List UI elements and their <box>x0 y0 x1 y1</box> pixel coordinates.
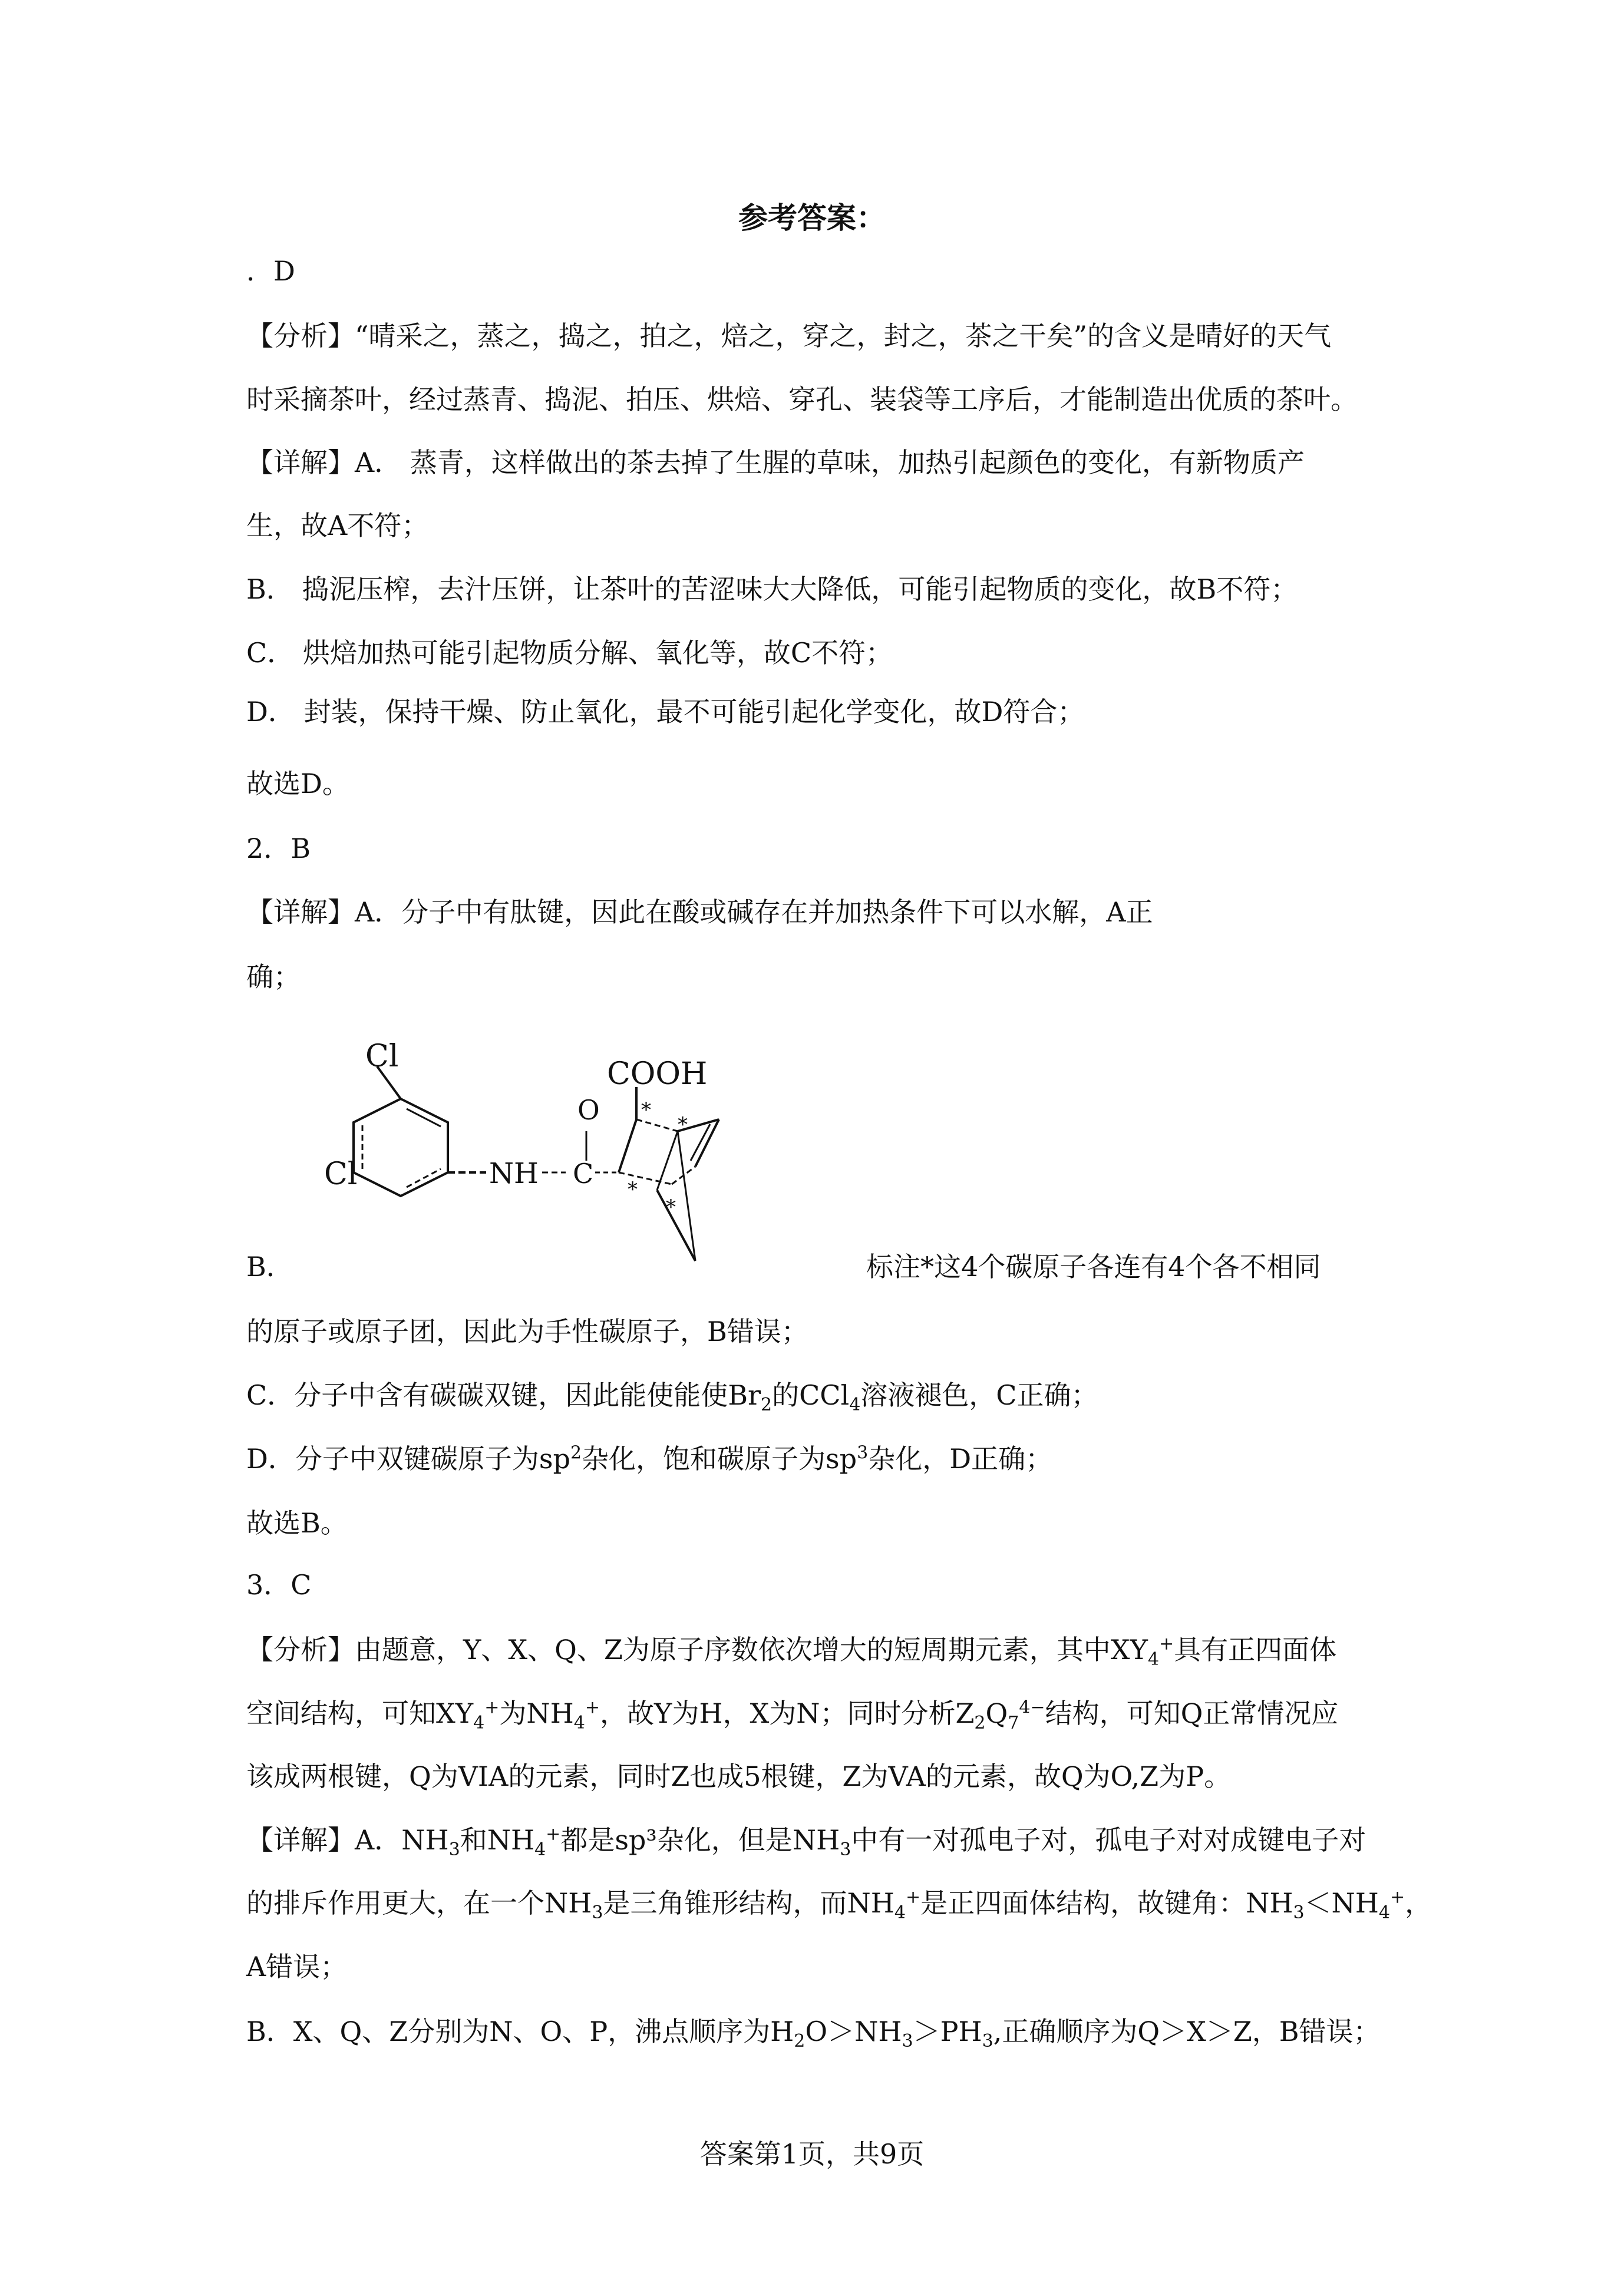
q3-option-b: B．X、Q、Z分别为N、O、P，沸点顺序为$H_2O>NH_3>PH_3$,正确顺序为Q＞X＞Z，B错误； <box>246 2016 1381 2052</box>
q2-option-c: C．分子中含有碳碳双键，因此能使能使$Br_2$的CCl$_4$溶液褪色，C正确； <box>246 1379 1098 1416</box>
q3-detail-line1: 【详解】A．$NH_3$和$NH_4^+$都是sp³杂化，但是$NH_3$中有一对孤电子对，孤电子对对成键电子对 <box>246 1823 1366 1861</box>
q2-answer: 2．B <box>246 832 311 864</box>
mol-cl-top: Cl <box>365 1043 399 1074</box>
q2-conclusion: 故选B。 <box>246 1507 348 1539</box>
q1-detail-line1: 【详解】A． 蒸青，这样做出的茶去掉了生腥的草味，加热引起颜色的变化，有新物质产 <box>246 447 1305 478</box>
q3-answer: 3．C <box>246 1569 312 1601</box>
page-footer: 答案第1页，共9页 <box>699 2138 925 2170</box>
page-title: 参考答案： <box>738 200 886 235</box>
q1-option-d: D． 封装，保持干燥、防止氧化，最不可能引起化学变化，故D符合； <box>246 696 1085 728</box>
benzene-ring <box>354 1099 448 1196</box>
q2-option-b-note2: 的原子或原子团，因此为手性碳原子，B错误； <box>246 1316 808 1347</box>
q2-option-b-note: 标注*这4个碳原子各连有4个各不相同 <box>866 1251 1321 1283</box>
q1-analysis-line2: 时采摘茶叶，经过蒸青、捣泥、拍压、烘焙、穿孔、装袋等工序后，才能制造出优质的茶叶。 <box>246 384 1358 415</box>
q3-analysis-line2: 空间结构，可知$XY_4^+$为$NH_4^+$，故Y为H，X为N；同时分析$Z_2Q_7^{4-}$结构，可知Q正常情况应 <box>246 1697 1339 1734</box>
mol-cl-left: Cl <box>324 1157 358 1192</box>
q2-option-d: D．分子中双键碳原子为$sp^2$杂化，饱和碳原子为$sp^3$杂化，D正确； <box>246 1442 1053 1475</box>
q1-detail-line2: 生，故A不符； <box>246 510 429 541</box>
q1-analysis-line1: 【分析】“晴采之，蒸之，捣之，拍之，焙之，穿之，封之，茶之干矣”的含义是晴好的天气 <box>246 320 1332 352</box>
mol-nh: NH <box>489 1157 539 1190</box>
q2-option-b-label: B． <box>246 1251 293 1283</box>
q3-analysis-line1: 【分析】由题意，Y、X、Q、Z为原子序数依次增大的短周期元素，其中$XY_4^+$具有正四面体 <box>246 1633 1337 1670</box>
chiral-star: * <box>678 1113 688 1137</box>
molecule-structure <box>318 1043 849 1267</box>
q3-analysis-line3: 该成两根键，Q为VIA的元素，同时Z也成5根键，Z为VA的元素，故Q为O,Z为P。 <box>246 1760 1232 1792</box>
q1-conclusion: 故选D。 <box>246 768 349 800</box>
q1-option-b: B． 捣泥压榨，去汁压饼，让茶叶的苦涩味大大降低，可能引起物质的变化，故B不符； <box>246 573 1298 605</box>
q2-detail-a-line2: 确； <box>246 961 301 993</box>
mol-carbon: C <box>573 1158 594 1190</box>
chiral-star: * <box>666 1195 676 1219</box>
chiral-star: * <box>628 1178 638 1201</box>
q1-option-c: C． 烘焙加热可能引起物质分解、氧化等，故C不符； <box>246 637 893 669</box>
q3-detail-line3: A错误； <box>246 1951 348 1983</box>
q2-detail-a-line1: 【详解】A．分子中有肽键，因此在酸或碱存在并加热条件下可以水解，A正 <box>246 896 1153 928</box>
q1-answer: ．D <box>246 255 295 287</box>
mol-cooh: COOH <box>607 1056 708 1092</box>
q3-detail-line2: 的排斥作用更大，在一个$NH_3$是三角锥形结构，而$NH_4^+$是正四面体结构，故键角：$NH_3<NH_4^+$， <box>246 1887 1432 1924</box>
mol-oxygen: O <box>577 1094 600 1126</box>
chiral-star: * <box>641 1098 651 1122</box>
